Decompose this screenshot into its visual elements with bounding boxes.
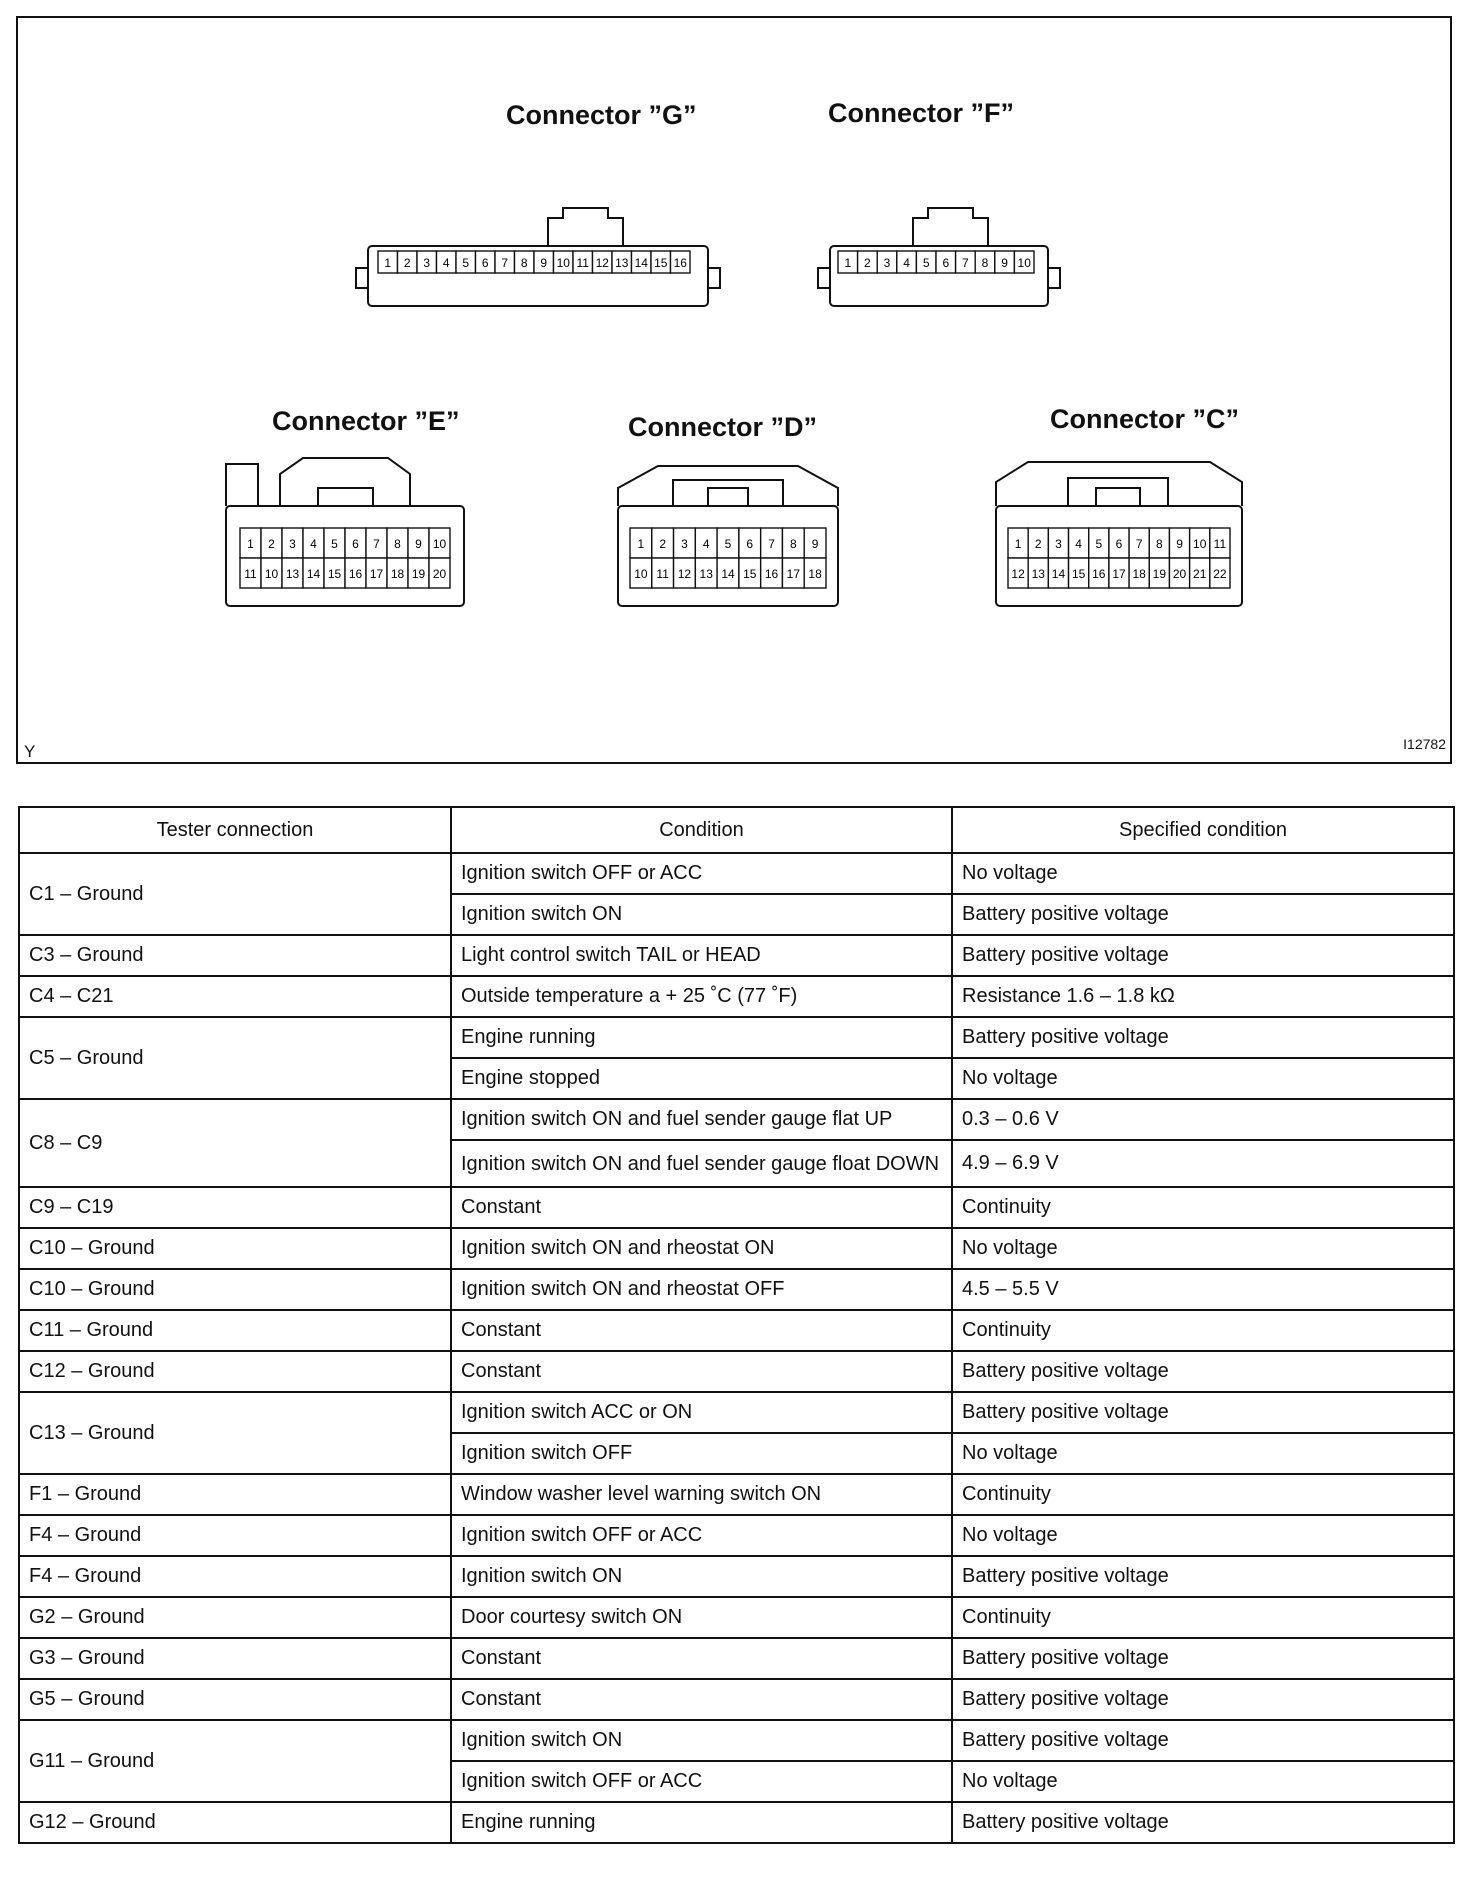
pin-number: 3	[681, 537, 688, 551]
pin-number: 6	[942, 256, 950, 270]
cell-tester-connection: C11 – Ground	[19, 1310, 451, 1351]
cell-condition: Ignition switch OFF or ACC	[451, 853, 952, 894]
pin-number: 13	[1031, 567, 1045, 581]
cell-tester-connection: C5 – Ground	[19, 1017, 451, 1099]
cell-condition: Engine stopped	[451, 1058, 952, 1099]
cell-condition: Ignition switch ON and fuel sender gauge flat UP	[451, 1099, 952, 1140]
pin-number: 2	[864, 256, 871, 270]
pin-number: 5	[462, 256, 470, 270]
cell-tester-connection: F4 – Ground	[19, 1515, 451, 1556]
pin-number: 14	[1051, 567, 1066, 581]
pin-number: 9	[540, 256, 548, 270]
pin-number: 22	[1213, 567, 1227, 581]
pin-number: 19	[411, 567, 426, 581]
cell-specified-condition: Battery positive voltage	[952, 1638, 1454, 1679]
pin-number: 1	[1014, 537, 1022, 551]
cell-tester-connection: G12 – Ground	[19, 1802, 451, 1843]
connector-d	[618, 466, 838, 606]
pin-number: 3	[423, 256, 431, 270]
table-row	[19, 1638, 1454, 1679]
pin-number: 15	[327, 567, 342, 581]
table-row	[19, 1802, 1454, 1843]
table-row	[19, 1474, 1454, 1515]
connector-c	[996, 462, 1242, 606]
cell-specified-condition: No voltage	[952, 1058, 1454, 1099]
pin-number: 4	[442, 256, 450, 270]
table-row	[19, 1099, 1454, 1140]
table-row	[19, 1228, 1454, 1269]
pin-number: 10	[1017, 256, 1031, 270]
cell-specified-condition: 4.5 – 5.5 V	[952, 1269, 1454, 1310]
pin-number: 2	[268, 537, 275, 551]
pin-number: 10	[556, 256, 570, 270]
cell-specified-condition: Battery positive voltage	[952, 1720, 1454, 1761]
table-row	[19, 1597, 1454, 1638]
pin-number: 15	[1071, 567, 1086, 581]
cell-condition: Ignition switch OFF	[451, 1433, 952, 1474]
pin-number: 6	[746, 537, 754, 551]
pin-number: 5	[922, 256, 930, 270]
figure-id-label: I12782	[1403, 736, 1446, 752]
header-tester-connection: Tester connection	[19, 807, 451, 853]
pin-number: 18	[1132, 567, 1146, 581]
cell-condition: Outside temperature a + 25 ˚C (77 ˚F)	[451, 976, 952, 1017]
cell-tester-connection: F4 – Ground	[19, 1556, 451, 1597]
cell-tester-connection: G3 – Ground	[19, 1638, 451, 1679]
cell-condition: Ignition switch ON	[451, 894, 952, 935]
pin-number: 13	[615, 256, 629, 270]
cell-specified-condition: Continuity	[952, 1187, 1454, 1228]
pin-number: 9	[415, 537, 422, 551]
cell-condition: Constant	[451, 1310, 952, 1351]
pin-number: 3	[883, 256, 891, 270]
cell-specified-condition: No voltage	[952, 853, 1454, 894]
pin-number: 19	[1152, 567, 1167, 581]
cell-condition: Ignition switch OFF or ACC	[451, 1761, 952, 1802]
table-row	[19, 1556, 1454, 1597]
pin-number: 5	[1095, 537, 1103, 551]
pin-number: 10	[432, 537, 447, 551]
cell-tester-connection: C3 – Ground	[19, 935, 451, 976]
cell-specified-condition: Battery positive voltage	[952, 1017, 1454, 1058]
pin-number: 9	[1001, 256, 1008, 270]
table-row	[19, 1679, 1454, 1720]
cell-condition: Ignition switch ON and rheostat OFF	[451, 1269, 952, 1310]
cell-tester-connection: C9 – C19	[19, 1187, 451, 1228]
cell-condition: Ignition switch OFF or ACC	[451, 1515, 952, 1556]
pin-number: 7	[768, 537, 775, 551]
pin-number: 8	[520, 256, 528, 270]
pin-number: 12	[595, 256, 609, 270]
cell-specified-condition: No voltage	[952, 1433, 1454, 1474]
cell-specified-condition: Resistance 1.6 – 1.8 kΩ	[952, 976, 1454, 1017]
pin-number: 16	[1092, 567, 1106, 581]
pin-number: 12	[1011, 567, 1025, 581]
cell-condition: Constant	[451, 1679, 952, 1720]
connector-e-title: Connector ”E”	[272, 406, 460, 436]
pin-number: 3	[1055, 537, 1062, 551]
pin-number: 17	[786, 567, 801, 581]
cell-condition: Ignition switch ACC or ON	[451, 1392, 952, 1433]
cell-condition: Ignition switch ON	[451, 1556, 952, 1597]
pin-number: 5	[724, 537, 732, 551]
figure-corner-label: Y	[24, 742, 36, 761]
cell-tester-connection: C10 – Ground	[19, 1269, 451, 1310]
cell-tester-connection: C8 – C9	[19, 1099, 451, 1187]
table-row	[19, 1017, 1454, 1058]
pin-number: 14	[721, 567, 735, 581]
pin-number: 18	[390, 567, 405, 581]
cell-specified-condition: Battery positive voltage	[952, 1802, 1454, 1843]
cell-condition: Window washer level warning switch ON	[451, 1474, 952, 1515]
cell-tester-connection: F1 – Ground	[19, 1474, 451, 1515]
pin-number: 4	[310, 537, 317, 551]
cell-condition: Ignition switch ON and rheostat ON	[451, 1228, 952, 1269]
table-row	[19, 1187, 1454, 1228]
table-row	[19, 853, 1454, 894]
pin-number: 8	[1156, 537, 1163, 551]
cell-specified-condition: 4.9 – 6.9 V	[952, 1140, 1454, 1187]
table-row	[19, 1392, 1454, 1433]
pin-number: 13	[699, 567, 713, 581]
cell-specified-condition: Battery positive voltage	[952, 894, 1454, 935]
pin-number: 10	[634, 567, 648, 581]
cell-tester-connection: C12 – Ground	[19, 1351, 451, 1392]
cell-specified-condition: Continuity	[952, 1474, 1454, 1515]
pin-number: 10	[1193, 537, 1207, 551]
pin-number: 15	[654, 256, 668, 270]
pin-number: 9	[1176, 537, 1183, 551]
table-row	[19, 935, 1454, 976]
pin-number: 11	[244, 567, 257, 581]
connector-diagram	[16, 16, 1452, 764]
cell-specified-condition: Battery positive voltage	[952, 1556, 1454, 1597]
pin-number: 12	[677, 567, 692, 581]
cell-specified-condition: Battery positive voltage	[952, 935, 1454, 976]
pin-number: 16	[673, 256, 687, 270]
pin-number: 2	[659, 537, 667, 551]
pin-number: 2	[403, 256, 411, 270]
tester-connection-table	[18, 806, 1455, 1844]
table-row	[19, 1310, 1454, 1351]
pin-number: 17	[369, 567, 384, 581]
connector-c-title: Connector ”C”	[1050, 404, 1239, 434]
cell-tester-connection: C10 – Ground	[19, 1228, 451, 1269]
cell-specified-condition: No voltage	[952, 1761, 1454, 1802]
cell-specified-condition: Battery positive voltage	[952, 1392, 1454, 1433]
cell-condition: Constant	[451, 1187, 952, 1228]
header-condition: Condition	[451, 807, 952, 853]
table-row	[19, 1515, 1454, 1556]
pin-number: 6	[352, 537, 359, 551]
pin-number: 1	[637, 537, 645, 551]
pin-number: 2	[1034, 537, 1042, 551]
pin-number: 15	[743, 567, 757, 581]
cell-condition: Light control switch TAIL or HEAD	[451, 935, 952, 976]
pin-number: 7	[373, 537, 380, 551]
table-row	[19, 1269, 1454, 1310]
cell-tester-connection: C4 – C21	[19, 976, 451, 1017]
pin-number: 11	[656, 567, 669, 581]
pin-number: 6	[481, 256, 489, 270]
connector-drawings	[18, 18, 1450, 762]
pin-number: 13	[285, 567, 300, 581]
pin-number: 17	[1112, 567, 1126, 581]
connector-g-title: Connector ”G”	[506, 100, 697, 130]
pin-number: 3	[289, 537, 296, 551]
pin-number: 5	[331, 537, 338, 551]
pin-number: 16	[764, 567, 779, 581]
table-row	[19, 1720, 1454, 1761]
pin-number: 11	[576, 256, 589, 270]
pin-number: 1	[384, 256, 392, 270]
cell-condition: Ignition switch ON	[451, 1720, 952, 1761]
pin-number: 7	[1135, 537, 1143, 551]
cell-tester-connection: C1 – Ground	[19, 853, 451, 935]
pin-number: 6	[1115, 537, 1123, 551]
connector-g	[356, 208, 720, 306]
pin-number: 10	[264, 567, 279, 581]
pin-number: 14	[306, 567, 321, 581]
cell-specified-condition: Continuity	[952, 1310, 1454, 1351]
pin-number: 16	[348, 567, 363, 581]
cell-condition: Door courtesy switch ON	[451, 1597, 952, 1638]
pin-number: 1	[247, 537, 254, 551]
pin-number: 8	[789, 537, 797, 551]
cell-condition: Engine running	[451, 1802, 952, 1843]
pin-number: 4	[1075, 537, 1082, 551]
pin-number: 9	[811, 537, 819, 551]
pin-number: 7	[962, 256, 969, 270]
cell-specified-condition: No voltage	[952, 1228, 1454, 1269]
connector-f-title: Connector ”F”	[828, 98, 1014, 128]
connector-f	[818, 208, 1060, 306]
pin-number: 4	[903, 256, 910, 270]
cell-specified-condition: No voltage	[952, 1515, 1454, 1556]
cell-condition: Engine running	[451, 1017, 952, 1058]
cell-specified-condition: 0.3 – 0.6 V	[952, 1099, 1454, 1140]
cell-tester-connection: C13 – Ground	[19, 1392, 451, 1474]
table-row	[19, 976, 1454, 1017]
cell-condition: Constant	[451, 1638, 952, 1679]
pin-number: 8	[394, 537, 401, 551]
pin-number: 4	[702, 537, 710, 551]
cell-tester-connection: G2 – Ground	[19, 1597, 451, 1638]
table-header-row	[19, 807, 1454, 853]
pin-number: 18	[808, 567, 822, 581]
pin-number: 7	[501, 256, 509, 270]
pin-number: 21	[1193, 567, 1207, 581]
header-specified-condition: Specified condition	[952, 807, 1454, 853]
cell-condition: Constant	[451, 1351, 952, 1392]
cell-condition: Ignition switch ON and fuel sender gauge float DOWN	[451, 1140, 952, 1187]
pin-number: 8	[981, 256, 989, 270]
table-row	[19, 1351, 1454, 1392]
pin-number: 1	[844, 256, 852, 270]
pin-number: 20	[432, 567, 447, 581]
connector-e	[226, 458, 464, 606]
pin-number: 14	[634, 256, 648, 270]
connector-d-title: Connector ”D”	[628, 412, 817, 442]
cell-specified-condition: Battery positive voltage	[952, 1679, 1454, 1720]
cell-specified-condition: Continuity	[952, 1597, 1454, 1638]
pin-number: 20	[1172, 567, 1187, 581]
pin-number: 11	[1213, 537, 1227, 551]
cell-tester-connection: G11 – Ground	[19, 1720, 451, 1802]
cell-specified-condition: Battery positive voltage	[952, 1351, 1454, 1392]
cell-tester-connection: G5 – Ground	[19, 1679, 451, 1720]
